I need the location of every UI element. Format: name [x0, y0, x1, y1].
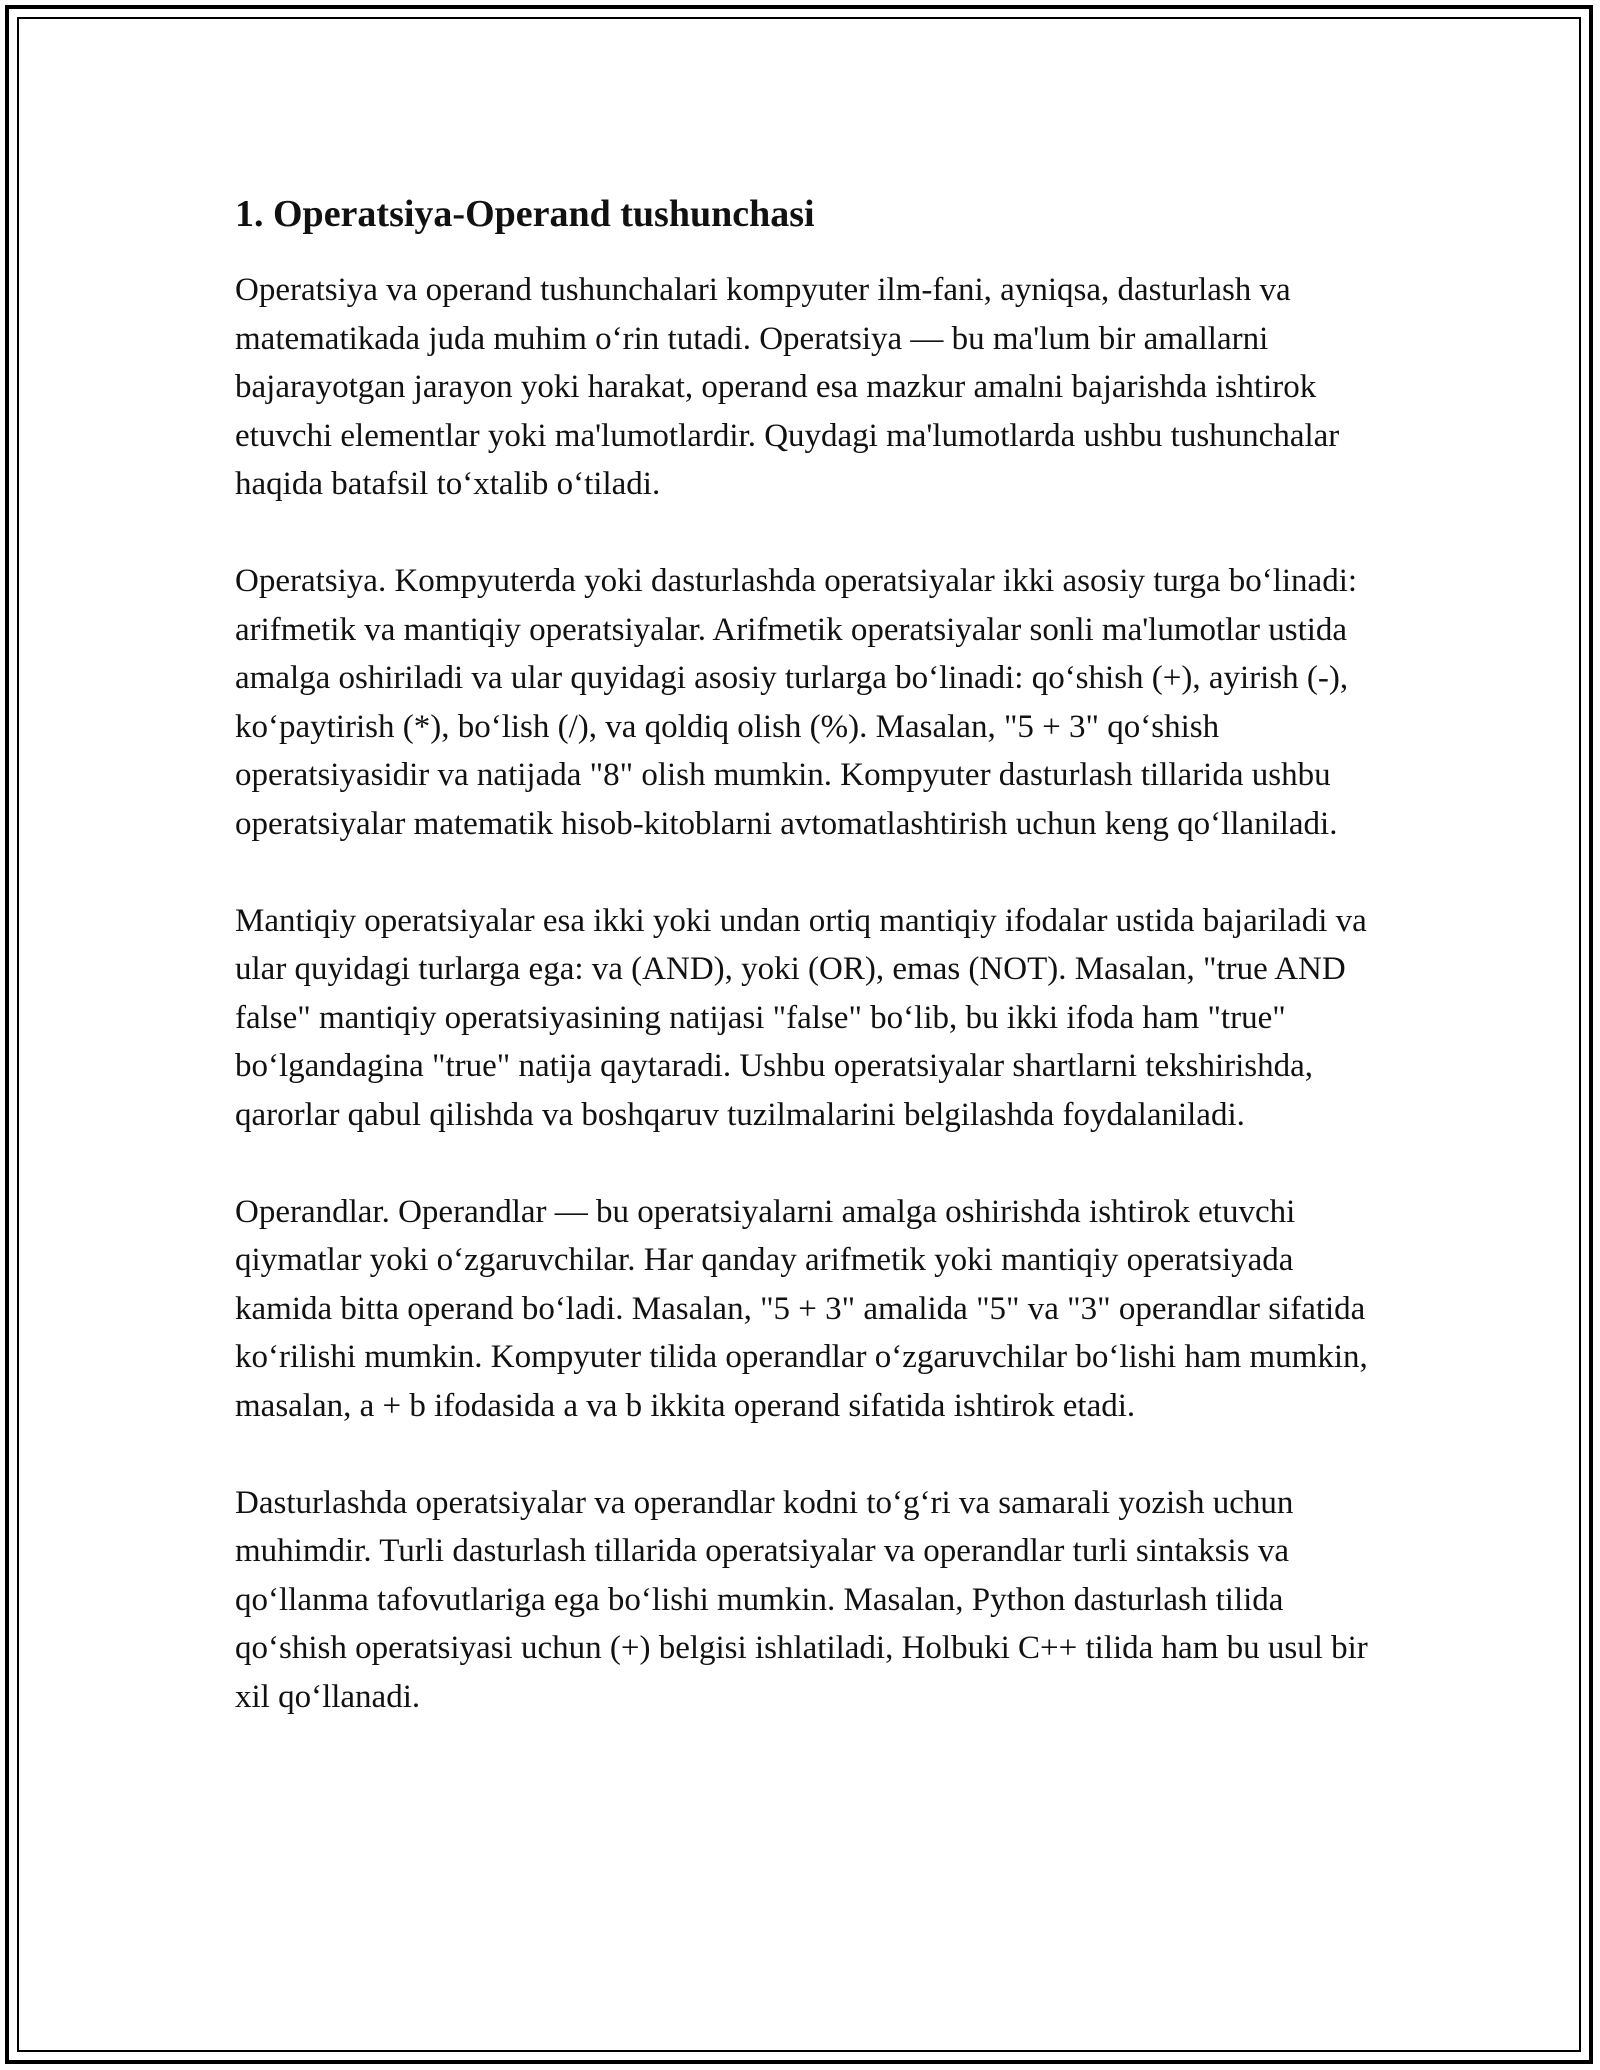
paragraph-operandlar: Operandlar. Operandlar — bu operatsiyalarni amalga oshirishda ishtirok etuvchi qiymatlar yoki o‘zgaruvchilar. Har qanday arifmetik yoki mantiqiy operatsiyada kamida bitta operand bo‘ladi. Masalan, "5 + 3" amalida "5" va "3" operandlar sifatida ko‘rilishi mumkin. Kompyuter tilida operandlar o‘zgaruvchilar bo‘lishi ham mumkin, masalan, a + b ifodasida a va b ikkita operand sifatida ishtirok etadi. — [235, 1193, 1368, 1424]
document-body — [235, 186, 1385, 1770]
paragraph-intro: Operatsiya va operand tushunchalari kompyuter ilm-fani, ayniqsa, dasturlash va matematikada juda muhim o‘rin tutadi. Operatsiya — bu ma'lum bir amallarni bajarayotgan jarayon yoki harakat, operand esa mazkur amalni bajarishda ishtirok etuvchi elementlar yoki ma'lumotlardir. Quydagi ma'lumotlarda ushbu tushunchalar haqida batafsil to‘xtalib o‘tiladi. — [235, 272, 1340, 502]
paragraph-mantiqiy: Mantiqiy operatsiyalar esa ikki yoki undan ortiq mantiqiy ifodalar ustida bajariladi va ular quyidagi turlarga ega: va (AND), yoki (OR), emas (NOT). Masalan, "true AND false" mantiqiy operatsiyasining natijasi "false" bo‘lib, bu ikki ifoda ham "true" bo‘lgandagina "true" natija qaytaradi. Ushbu operatsiyalar shartlarni tekshirishda, qarorlar qabul qilishda va boshqaruv tuzilmalarini belgilashda foydalaniladi. — [235, 902, 1367, 1133]
paragraph-dasturlash: Dasturlashda operatsiyalar va operandlar kodni to‘g‘ri va samarali yozish uchun muhimdir. Turli dasturlash tillarida operatsiyalar va operandlar turli sintaksis va qo‘llanma tafovutlariga ega bo‘lishi mumkin. Masalan, Python dasturlash tilida qo‘shish operatsiyasi uchun (+) belgisi ishlatiladi, Holbuki C++ tilida ham bu usul bir xil qo‘llanadi. — [235, 1484, 1368, 1715]
document-title: 1. Operatsiya-Operand tushunchasi — [235, 193, 815, 235]
paragraph-operatsiya: Operatsiya. Kompyuterda yoki dasturlashda operatsiyalar ikki asosiy turga bo‘linadi: arifmetik va mantiqiy operatsiyalar. Arifmetik operatsiyalar sonli ma'lumotlar ustida amalga oshiriladi va ular quyidagi asosiy turlarga bo‘linadi: qo‘shish (+), ayirish (-), ko‘paytirish (*), bo‘lish (/), va qoldiq olish (%). Masalan, "5 + 3" qo‘shish operatsiyasidir va natijada "8" olish mumkin. Kompyuter dasturlash tillarida ushbu operatsiyalar matematik hisob-kitoblarni avtomatlashtirish uchun keng qo‘llaniladi. — [235, 563, 1358, 842]
